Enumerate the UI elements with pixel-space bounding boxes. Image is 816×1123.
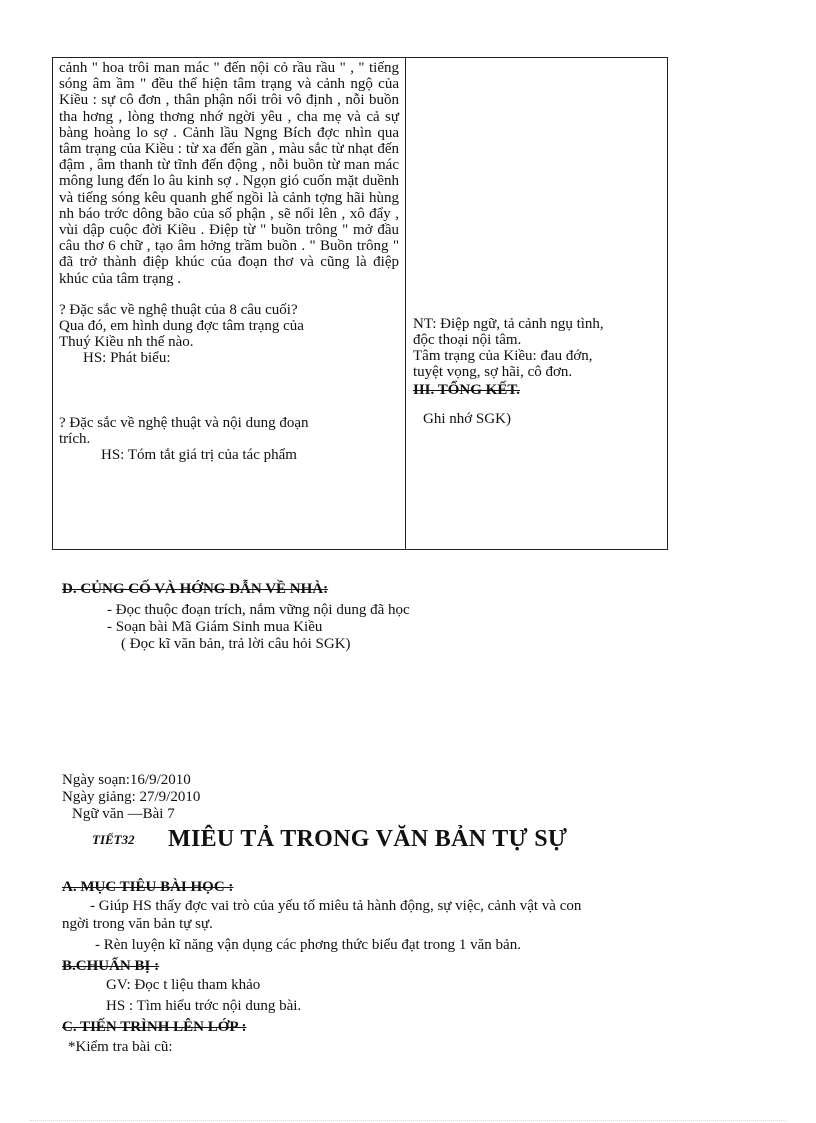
summary-heading: III. TỔNG KẾT. xyxy=(413,382,520,398)
section-a-line-2: ngời trong văn bản tự sự. xyxy=(62,916,213,932)
section-d-item-1: - Đọc thuộc đoạn trích, nắm vững nội dung đã học xyxy=(107,602,410,618)
tiet-label: TIẾT32 xyxy=(92,832,135,847)
section-d-item-2: - Soạn bài Mã Giám Sinh mua Kiều xyxy=(107,619,323,635)
content-table xyxy=(52,57,668,550)
question-1-line-3: Thuý Kiều nh thế nào. xyxy=(59,334,194,351)
section-c-heading: C. TIẾN TRÌNH LÊN LỚP : xyxy=(62,1019,247,1035)
ngay-soan: Ngày soạn:16/9/2010 xyxy=(62,772,191,788)
section-d-heading: D. CỦNG CỐ VÀ HỚNG DẪN VỀ NHÀ: xyxy=(62,581,329,597)
question-2-line-2: trích. xyxy=(59,430,91,447)
section-b-hs: HS : Tìm hiểu trớc nội dung bài. xyxy=(106,998,302,1014)
student-answer-2: HS: Tóm tắt giá trị của tác phẩm xyxy=(101,447,297,464)
table-column-divider xyxy=(405,58,406,549)
page-bottom-rule xyxy=(30,1120,786,1121)
nt-line-2: độc thoại nội tâm. xyxy=(413,332,522,348)
section-a-heading: A. MỤC TIÊU BÀI HỌC : xyxy=(62,879,234,895)
lesson-number: Ngữ văn —Bài 7 xyxy=(72,806,175,822)
section-b-heading: B.CHUẨN BỊ : xyxy=(62,958,160,974)
summary-text: Ghi nhớ SGK) xyxy=(423,411,511,427)
section-a-line-1: - Giúp HS thấy đợc vai trò của yếu tố miêu tả hành động, sự việc, cảnh vật và con xyxy=(90,898,582,914)
section-c-kiem-tra: *Kiểm tra bài cũ: xyxy=(68,1039,173,1055)
section-a-line-3: - Rèn luyện kĩ năng vận dụng các phơng thức biểu đạt trong 1 văn bản. xyxy=(95,937,521,953)
section-d-item-3: ( Đọc kĩ văn bản, trả lời câu hỏi SGK) xyxy=(121,636,351,652)
mood-line-1: Tâm trạng của Kiều: đau đớn, xyxy=(413,348,593,364)
ngay-giang: Ngày giảng: 27/9/2010 xyxy=(62,789,201,805)
mood-line-2: tuyệt vọng, sợ hãi, cô đơn. xyxy=(413,364,573,380)
section-b-gv: GV: Đọc t liệu tham khảo xyxy=(106,977,261,993)
analysis-paragraph: cảnh " hoa trôi man mác " đến nội cỏ rầu rầu " , " tiếng sóng âm ầm " đều thể hiện tâm trạng và cảnh ngộ của Kiều : sự cô đơn , thân phận nổi trôi vô định , nỗi buồn tha hơng , lòng thơng nhớ ngời yêu , cha mẹ và cả sự bàng hoàng lo sợ . Cảnh lầu Ngng Bích đợc nhìn qua tâm trạng của Kiều : từ xa đến gần , màu sắc từ nhạt đến đậm , âm thanh từ tĩnh đến động , nỗi buồn từ man mác mông lung đến lo âu kinh sợ . Ngọn gió cuốn mặt duềnh và tiếng sóng kêu quanh ghế ngồi là cảnh tợng hãi hùng nh báo trớc dông bão của số phận , sẽ nổi lên , xô đẩy , vùi dập cuộc đời Kiều . Điệp từ " buồn trông " mở đầu câu thơ 6 chữ , tạo âm hởng trầm buồn . " Buồn trông " đã trở thành điệp khúc của đoạn thơ và cũng là điệp khúc của tâm trạng . xyxy=(59,60,399,287)
nt-line-1: NT: Điệp ngữ, tả cảnh ngụ tình, xyxy=(413,316,604,332)
student-answer-1: HS: Phát biểu: xyxy=(83,350,171,367)
table-right-cell xyxy=(413,316,604,427)
table-left-cell xyxy=(59,60,399,463)
question-1-line-2: Qua đó, em hình dung đợc tâm trạng của xyxy=(59,318,304,335)
question-2-line-1: ? Đặc sắc về nghệ thuật và nội dung đoạn xyxy=(59,414,309,431)
lesson-title: MIÊU TẢ TRONG VĂN BẢN TỰ SỰ xyxy=(168,826,568,852)
question-1-line-1: ? Đặc sắc về nghệ thuật của 8 câu cuối? xyxy=(59,301,298,318)
